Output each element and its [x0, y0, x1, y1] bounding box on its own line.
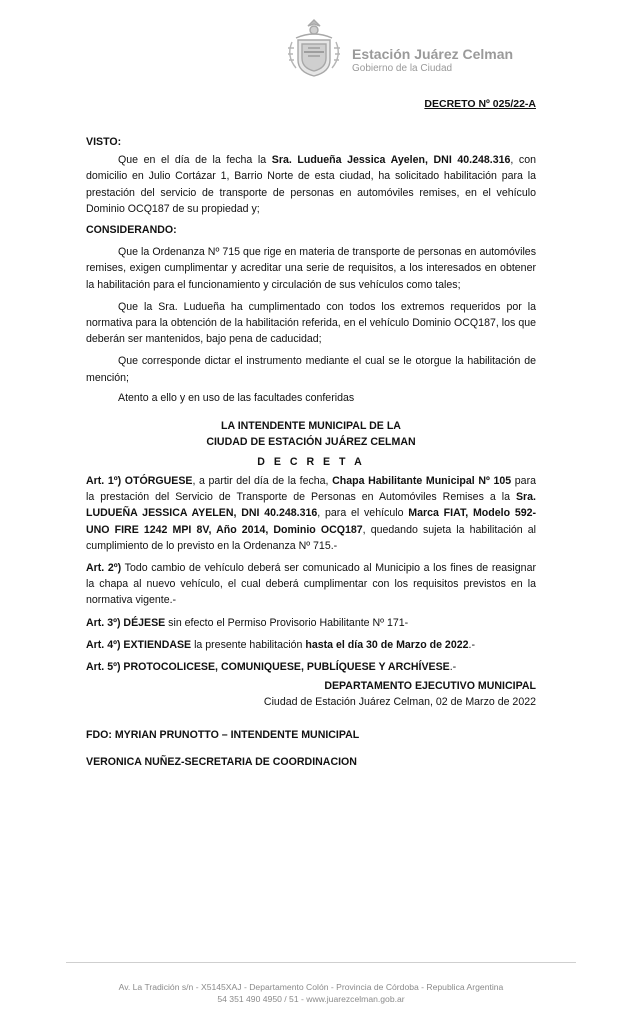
decreta-heading: D E C R E T A: [257, 456, 365, 469]
coat-of-arms-logo: [282, 18, 346, 80]
considerando-paragraph-2: Que la Sra. Ludueña ha cumplimentado con todos los extremos requeridos por la normativa para la obtención de la habilitación referida, en el vehículo Dominio OCQ187, los que deberán ser mantenidos, bajo pena de caducidad;: [86, 300, 536, 346]
decree-number: DECRETO Nº 025/22-A: [424, 98, 536, 110]
articles-section: [86, 473, 536, 675]
footer-contact: 54 351 490 4950 / 51 - www.juarezcelman.gob.ar: [217, 994, 405, 1004]
department-name: DEPARTAMENTO EJECUTIVO MUNICIPAL: [324, 680, 536, 692]
considerando-paragraph-3: Que corresponde dictar el instrumento mediante el cual se le otorgue la habilitación de mención;: [86, 355, 536, 384]
visto-section: [86, 134, 536, 217]
authority-block: [86, 418, 536, 471]
article-2: Art. 2º) Todo cambio de vehículo deberá ser comunicado al Municipio a los fines de reasignar la chapa al nuevo vehículo, el cual deberá cumplimentar con los requisitos previstos en la normativa vigente.-: [86, 562, 536, 607]
authority-line-2: CIUDAD DE ESTACIÓN JUÁREZ CELMAN: [206, 436, 416, 449]
footer-divider: [66, 962, 576, 963]
place-and-date: Ciudad de Estación Juárez Celman, 02 de Marzo de 2022: [263, 696, 536, 708]
considerando-heading: CONSIDERANDO:: [86, 224, 177, 236]
authority-line-1: LA INTENDENTE MUNICIPAL DE LA: [221, 420, 401, 432]
organization-name: Estación Juárez Celman: [352, 46, 514, 62]
signatory-secretary: VERONICA NUÑEZ-SECRETARIA DE COORDINACION: [86, 756, 357, 768]
article-3: Art. 3º) DÉJESE sin efecto el Permiso Provisorio Habilitante Nº 171-: [86, 616, 409, 629]
article-4: Art. 4º) EXTIENDASE la presente habilitación hasta el día 30 de Marzo de 2022.-: [86, 638, 475, 651]
organization-subtitle: Gobierno de la Ciudad: [352, 63, 453, 74]
article-5: Art. 5º) PROTOCOLICESE, COMUNIQUESE, PUBLÍQUESE Y ARCHÍVESE.-: [86, 661, 457, 674]
signature-block: [264, 678, 536, 710]
article-1: Art. 1º) OTÓRGUESE, a partir del día de la fecha, Chapa Habilitante Municipal Nº 105 para la prestación del Servicio de Transporte de Personas en Automóviles Remises a la Sra. LUDUEÑA JESSICA AYELEN, DNI 40.248.316, para el vehículo Marca FIAT, Modelo 592-UNO FIRE 1242 MPI 8V, Año 2014, Dominio OCQ187, quedando sujeta la habilitación al cumplimiento de lo previsto en la Ordenanza Nº 715.-: [86, 475, 537, 552]
footer-address: Av. La Tradición s/n - X5145XAJ - Departamento Colón - Provincia de Córdoba - Republica Argentina: [118, 982, 504, 992]
visto-heading: VISTO:: [86, 136, 122, 148]
considerando-section: [86, 222, 536, 406]
considerando-paragraph-1: Que la Ordenanza Nº 715 que rige en materia de transporte de personas en automóviles remises, exigen cumplimentar y acreditar una serie de requisitos, a los interesados en obtener la habilitación para el funcionamiento y circulación de sus vehículos como tales;: [86, 246, 536, 291]
visto-paragraph: Que en el día de la fecha la Sra. Ludueña Jessica Ayelen, DNI 40.248.316, con domicilio en Julio Cortázar 1, Barrio Norte de esta ciudad, ha solicitado habilitación para la prestación del servicio de transporte de personas en automóviles remises, en el vehículo Dominio OCQ187 de su propiedad y;: [86, 154, 537, 215]
signatory-intendente: FDO: MYRIAN PRUNOTTO – INTENDENTE MUNICIPAL: [86, 729, 360, 741]
considerando-paragraph-4: Atento a ello y en uso de las facultades conferidas: [118, 391, 355, 404]
